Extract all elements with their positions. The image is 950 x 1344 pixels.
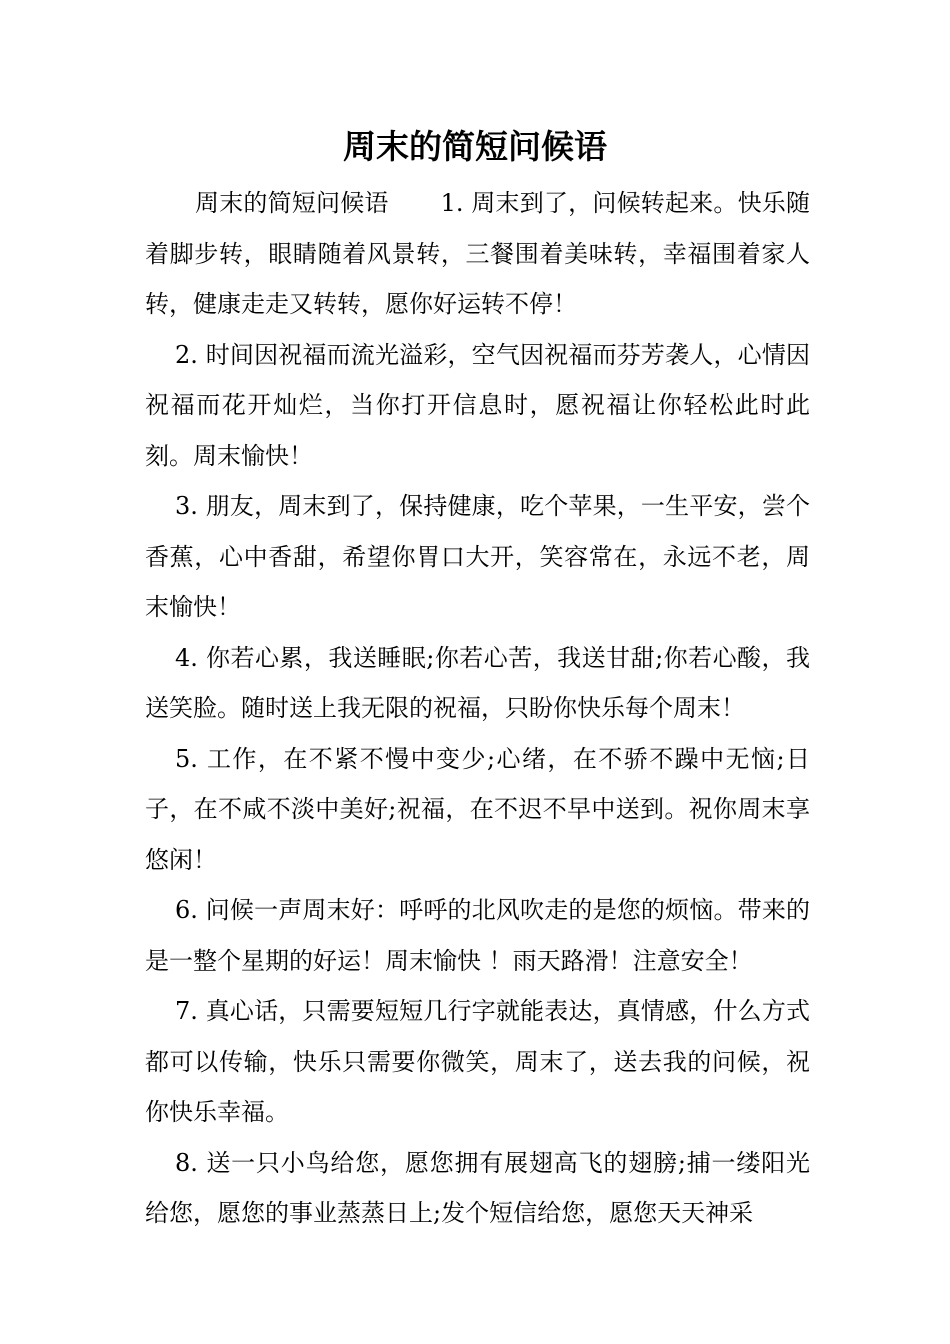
paragraph-6: 6. 问候一声周末好：呼呼的北风吹走的是您的烦恼。带来的是一整个星期的好运！周末愉快 ！雨天路滑！注意安全！ [145,896,810,975]
paragraph-7: 7. 真心话，只需要短短几行字就能表达，真情感，什么方式都可以传输，快乐只需要你微笑，周末了，送去我的问候，祝你快乐幸福。 [145,997,810,1126]
paragraph-2: 2. 时间因祝福而流光溢彩，空气因祝福而芬芳袭人，心情因祝福而花开灿烂，当你打开信息时，愿祝福让你轻松此时此刻。周末愉快！ [145,340,810,470]
paragraph-3: 3. 朋友，周末到了，保持健康，吃个苹果，一生平安，尝个香蕉，心中香甜，希望你胃口大开，笑容常在，永远不老，周末愉快！ [145,492,810,621]
document-title: 周末的简短问候语 [343,127,607,166]
paragraph-1 [145,178,810,330]
document-body [145,178,810,1239]
paragraph-1-text: 1. 周末到了，问候转起来。快乐随着脚步转，眼睛随着风景转，三餐围着美味转，幸福围着家人转，健康走走又转转，愿你好运转不停！ [145,189,810,318]
paragraph-4: 4. 你若心累，我送睡眠;你若心苦，我送甘甜;你若心酸，我送笑脸。随时送上我无限的祝福，只盼你快乐每个周末！ [145,643,810,722]
paragraph-5: 5. 工作，在不紧不慢中变少;心绪，在不骄不躁中无恼;日子，在不咸不淡中美好;祝福，在不迟不早中送到。祝你周末享悠闲！ [145,744,810,874]
intro-label: 周末的简短问候语 [195,189,389,217]
paragraph-8: 8. 送一只小鸟给您，愿您拥有展翅高飞的翅膀;捕一缕阳光给您，愿您的事业蒸蒸日上;发个短信给您，愿您天天神采 [145,1148,810,1227]
